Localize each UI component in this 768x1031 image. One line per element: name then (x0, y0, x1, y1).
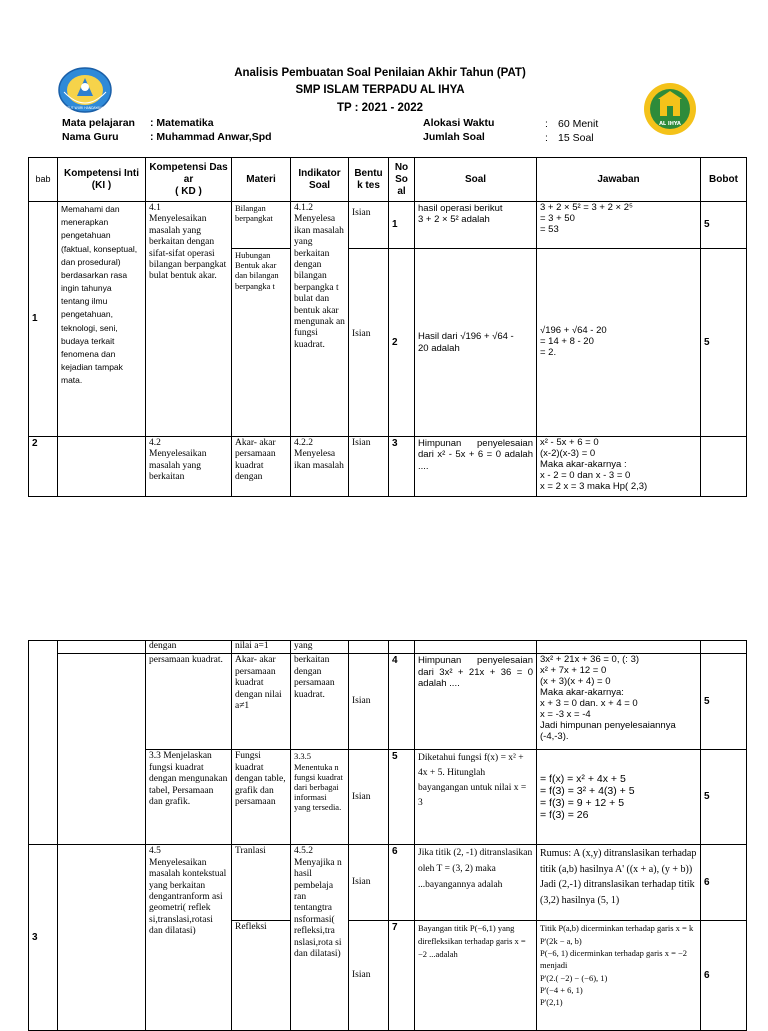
bobot-cell: 5 (701, 249, 747, 437)
table-row (29, 845, 747, 921)
materi-cell: Refleksi (232, 921, 291, 1031)
table-row (29, 437, 747, 497)
alokasi-waktu-sep: : (545, 118, 548, 130)
col-indikator: Indikator Soal (291, 158, 349, 202)
bentuk-cell: Isian (349, 845, 389, 921)
soal-cell: Jika titik (2, -1) ditranslasikan oleh T = (3, 2) maka ...bayangannya adalah (415, 845, 537, 921)
col-no: No So al (389, 158, 415, 202)
ki-cell: Memahami dan menerapkan pengetahuan (faktual, konseptual, dan prosedural) berdasarkan rasa ingin tahunya tentang ilmu pengetahuan, teknologi, seni, budaya terkait fenomena dan kejadian tampak mata. (58, 202, 146, 437)
ki-cell-empty (58, 641, 146, 654)
nama-guru-value: : Muhammad Anwar,Spd (150, 131, 272, 143)
jumlah-soal-value: 15 Soal (558, 132, 594, 144)
indikator-cell: berkaitan dengan persamaan kuadrat. (291, 654, 349, 750)
bobot-cell: 5 (701, 654, 747, 750)
kd-cell: persamaan kuadrat. (146, 654, 232, 750)
bobot-cell: 5 (701, 750, 747, 845)
col-bentuk: Bentu k tes (349, 158, 389, 202)
jawaban-cell: = f(x) = x² + 4x + 5 = f(3) = 3² + 4(3) + 5 = f(3) = 9 + 12 + 5 = f(3) = 26 (537, 750, 701, 845)
soal-cell: hasil operasi berikut 3 + 2 × 5² adalah (415, 202, 537, 249)
ki-cell-empty (58, 437, 146, 497)
materi-cell: Akar- akar persamaan kuadrat dengan (232, 437, 291, 497)
col-kd: Kompetensi Das ar ( KD ) (146, 158, 232, 202)
bentuk-cell: Isian (349, 750, 389, 845)
tut-wuri-handayani-logo (58, 66, 112, 114)
bentuk-cell: Isian (349, 654, 389, 750)
alokasi-waktu-value: 60 Menit (558, 118, 599, 130)
indikator-cell: 3.3.5 Menentuka n fungsi kuadrat dari berbagai informasi yang tersedia. (291, 750, 349, 845)
header-row (29, 158, 747, 202)
kd-cell: 3.3 Menjelaskan fungsi kuadrat dengan mengunakan tabel, Persamaan dan grafik. (146, 750, 232, 845)
al-ihya-school-logo (640, 82, 700, 136)
no-cell-empty (389, 641, 415, 654)
soal-cell: Himpunan penyelesaian dari 3x² + 21x + 36 = 0 adalah .... (415, 654, 537, 750)
materi-cell: Fungsi kuadrat dengan table, grafik dan persamaan (232, 750, 291, 845)
svg-text:AL IHYA: AL IHYA (659, 121, 681, 127)
col-soal: Soal (415, 158, 537, 202)
col-materi: Materi (232, 158, 291, 202)
materi-cell: Tranlasi (232, 845, 291, 921)
no-cell: 4 (389, 654, 415, 750)
jawaban-cell: 3 + 2 × 5² = 3 + 2 × 2⁵ = 3 + 50 = 53 (537, 202, 701, 249)
jawaban-cell: √196 + √64 - 20 = 14 + 8 - 20 = 2. (537, 249, 701, 437)
jawaban-cell-empty (537, 641, 701, 654)
soal-cell: Hasil dari √196 + √64 - 20 adalah (415, 249, 537, 437)
bentuk-cell: Isian (349, 921, 389, 1031)
materi-cell: Hubungan Bentuk akar dan bilangan berpangka t (232, 249, 291, 437)
jawaban-cell: Rumus: A (x,y) ditranslasikan terhadap titik (a,b) hasilnya A' ((x + a), (y + b)) Jadi (2,-1) ditranslasikan terhadap titik (3,2) hasilnya (5, 1) (537, 845, 701, 921)
analysis-table-page2 (28, 640, 747, 1031)
no-cell: 3 (389, 437, 415, 497)
bentuk-cell: Isian (349, 437, 389, 497)
no-cell: 7 (389, 921, 415, 1031)
mata-pelajaran-label: Mata pelajaran (62, 117, 135, 129)
soal-cell: Bayangan titik P(−6,1) yang direfleksikan terhadap garis x = −2 ...adalah (415, 921, 537, 1031)
ki-cell-empty (58, 654, 146, 845)
jawaban-cell: Titik P(a,b) dicerminkan terhadap garis x = k P'(2k − a, b) P(−6, 1) dicerminkan terhadap garis x = −2 menjadi P'(2.( −2) − (−6), 1) P'(−4 + 6, 1) P'(2,1) (537, 921, 701, 1031)
school-year: TP : 2021 - 2022 (336, 102, 424, 114)
col-bab: bab (29, 158, 58, 202)
indikator-cell: yang (291, 641, 349, 654)
bobot-cell: 5 (701, 202, 747, 249)
no-cell: 5 (389, 750, 415, 845)
bentuk-cell-empty (349, 641, 389, 654)
jumlah-soal-sep: : (545, 132, 548, 144)
soal-cell: Diketahui fungsi f(x) = x² + 4x + 5. Hitunglah bayangangan untuk nilai x = 3 (415, 750, 537, 845)
no-cell: 1 (389, 202, 415, 249)
bobot-cell-empty (701, 437, 747, 497)
table-row (29, 641, 747, 654)
soal-cell-empty (415, 641, 537, 654)
nama-guru-label: Nama Guru (62, 131, 119, 143)
bab-cell: 2 (29, 437, 58, 497)
col-bobot: Bobot (701, 158, 747, 202)
indikator-cell: 4.5.2 Menyajika n hasil pembelaja ran tentangtra nsformasi( refleksi,tra nslasi,rota si dan dilatasi) (291, 845, 349, 1031)
doc-title: Analisis Pembuatan Soal Penilaian Akhir Tahun (PAT) (234, 67, 526, 79)
bobot-cell: 6 (701, 921, 747, 1031)
col-ki: Kompetensi Inti (KI ) (58, 158, 146, 202)
kd-cell: 4.2 Menyelesaikan masalah yang berkaitan (146, 437, 232, 497)
kd-cell: dengan (146, 641, 232, 654)
bentuk-cell: Isian (349, 249, 389, 437)
soal-cell: Himpunan penyelesaian dari x² - 5x + 6 = 0 adalah .... (415, 437, 537, 497)
ki-cell-empty (58, 845, 146, 1031)
mata-pelajaran-value: : Matematika (150, 117, 214, 129)
jawaban-cell: 3x² + 21x + 36 = 0, (: 3) x² + 7x + 12 = 0 (x + 3)(x + 4) = 0 Maka akar-akarnya: x + 3 = 0 dan. x + 4 = 0 x = -3 x = -4 Jadi himpunan penyelesaiannya (-4,-3). (537, 654, 701, 750)
materi-cell: nilai a=1 (232, 641, 291, 654)
bentuk-cell: Isian (349, 202, 389, 249)
analysis-table-page1 (28, 157, 747, 497)
bobot-cell: 6 (701, 845, 747, 921)
no-cell: 2 (389, 249, 415, 437)
bab-cell: 1 (29, 202, 58, 437)
bab-cell: 3 (29, 845, 58, 1031)
jumlah-soal-label: Jumlah Soal (423, 131, 485, 143)
bab-cell-empty (29, 641, 58, 845)
kd-cell: 4.5 Menyelesaikan masalah kontekstual yang berkaitan dengantranform asi geometri( reflek si,translasi,rotasi dan dilatasi) (146, 845, 232, 1031)
table-row (29, 202, 747, 249)
bobot-cell-empty (701, 641, 747, 654)
alokasi-waktu-label: Alokasi Waktu (423, 117, 495, 129)
school-name: SMP ISLAM TERPADU AL IHYA (295, 84, 465, 96)
jawaban-cell: x² - 5x + 6 = 0 (x-2)(x-3) = 0 Maka akar-akarnya : x - 2 = 0 dan x - 3 = 0 x = 2 x = 3 maka Hp( 2,3) (537, 437, 701, 497)
svg-text:TUT WURI HANDAYANI: TUT WURI HANDAYANI (67, 106, 103, 110)
kd-cell: 4.1 Menyelesaikan masalah yang berkaitan dengan sifat-sifat operasi bilangan berpangkat bulat bentuk akar. (146, 202, 232, 437)
indikator-cell: 4.1.2 Menyelesa ikan masalah yang berkaitan dengan bilangan berpangka t bulat dan bentuk akar mengunak an fungsi kuadrat. (291, 202, 349, 437)
no-cell: 6 (389, 845, 415, 921)
col-jawaban: Jawaban (537, 158, 701, 202)
table-row (29, 654, 747, 750)
materi-cell: Bilangan berpangkat (232, 202, 291, 249)
indikator-cell: 4.2.2 Menyelesa ikan masalah (291, 437, 349, 497)
materi-cell: Akar- akar persamaan kuadrat dengan nilai a≠1 (232, 654, 291, 750)
